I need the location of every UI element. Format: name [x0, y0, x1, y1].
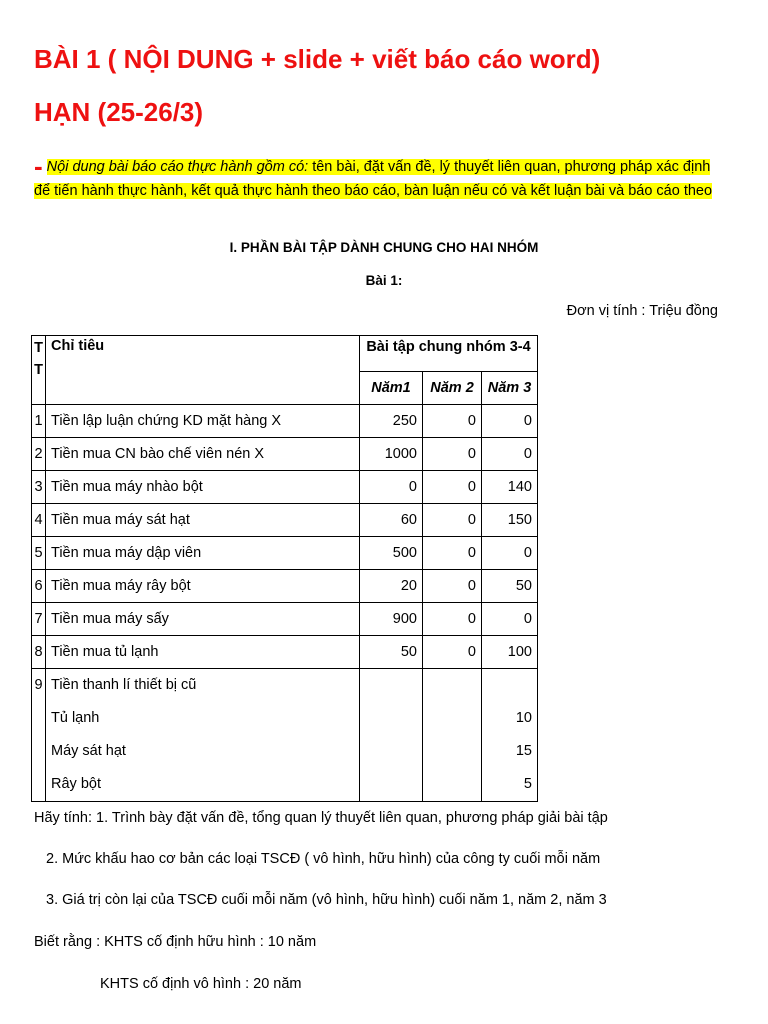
table-row — [32, 438, 538, 471]
header-year3: Năm 3 — [482, 372, 538, 405]
task-3: 3. Giá trị còn lại của TSCĐ cuối mỗi năm (vô hình, hữu hình) cuối năm 1, năm 2, năm 3 — [46, 892, 607, 908]
row-tt: 6 — [32, 570, 46, 603]
header-year2: Năm 2 — [423, 372, 482, 405]
row-year1: 0 — [360, 471, 423, 504]
row-year1: 50 — [360, 636, 423, 669]
row-year3: 50 — [482, 570, 538, 603]
row9-y2 — [423, 669, 482, 802]
row-label: Tiền mua máy rây bột — [46, 570, 360, 603]
section-title: I. PHẦN BÀI TẬP DÀNH CHUNG CHO HAI NHÓM — [229, 240, 539, 255]
row-year3: 0 — [482, 537, 538, 570]
row-year2: 0 — [423, 504, 482, 537]
intro-highlight — [34, 159, 712, 199]
row-year3: 150 — [482, 504, 538, 537]
row9-item-1: Tủ lạnh — [51, 710, 100, 726]
row-tt: 7 — [32, 603, 46, 636]
row9-item-2: Máy sát hạt — [51, 743, 126, 759]
row-year2: 0 — [423, 603, 482, 636]
exercise-title: Bài 1: — [365, 273, 403, 288]
row-year2: 0 — [423, 636, 482, 669]
row-year3: 140 — [482, 471, 538, 504]
row-tt: 8 — [32, 636, 46, 669]
row-year2: 0 — [423, 570, 482, 603]
table-row — [32, 570, 538, 603]
table-row — [32, 537, 538, 570]
row-label: Tiền lập luận chứng KD mặt hàng X — [46, 405, 360, 438]
task-1: Hãy tính: 1. Trình bày đặt vấn đề, tổng quan lý thuyết liên quan, phương pháp giải bài tập — [34, 810, 608, 826]
header-tt-line2: T — [34, 362, 43, 378]
row-year2: 0 — [423, 405, 482, 438]
row-year3: 0 — [482, 405, 538, 438]
row9-y3-cell — [482, 669, 538, 802]
row9-y3-2: 15 — [515, 743, 532, 759]
row-year3: 100 — [482, 636, 538, 669]
row-label: Tiền mua máy nhào bột — [46, 471, 360, 504]
row-year2: 0 — [423, 438, 482, 471]
row-tt: 5 — [32, 537, 46, 570]
row-label: Tiền mua máy sát hạt — [46, 504, 360, 537]
data-table — [31, 335, 538, 802]
note-tangible: Biết rằng : KHTS cố định hữu hình : 10 năm — [34, 934, 317, 950]
row-year2: 0 — [423, 537, 482, 570]
row9-item-3: Rây bột — [51, 776, 101, 792]
intro-dash: - — [34, 151, 43, 181]
row-year1: 250 — [360, 405, 423, 438]
row9-label: Tiền thanh lí thiết bị cũ — [51, 677, 197, 693]
row-tt: 4 — [32, 504, 46, 537]
row9-label-cell — [46, 669, 360, 802]
unit-label: Đơn vị tính : Triệu đồng — [566, 303, 718, 319]
task-2: 2. Mức khấu hao cơ bản các loại TSCĐ ( vô hình, hữu hình) của công ty cuối mỗi năm — [46, 851, 601, 867]
heading-line-1: BÀI 1 ( NỘI DUNG + slide + viết báo cáo word) — [34, 44, 601, 74]
intro-italic: Nội dung bài báo cáo thực hành gồm có: — [46, 159, 309, 175]
table-header-row — [32, 336, 538, 372]
row-tt: 3 — [32, 471, 46, 504]
note-intangible: KHTS cố định vô hình : 20 năm — [100, 976, 302, 992]
row-year3: 0 — [482, 603, 538, 636]
table-row — [32, 636, 538, 669]
table-row — [32, 603, 538, 636]
row-label: Tiền mua CN bào chế viên nén X — [46, 438, 360, 471]
row9-y3-3: 5 — [523, 776, 532, 792]
heading-line-2: HẠN (25-26/3) — [34, 97, 204, 127]
table-row — [32, 405, 538, 438]
row-label: Tiền mua máy dập viên — [46, 537, 360, 570]
row-year1: 900 — [360, 603, 423, 636]
header-tt — [32, 336, 46, 405]
header-tt-line1: T — [34, 340, 43, 356]
row-tt: 1 — [32, 405, 46, 438]
row-year1: 1000 — [360, 438, 423, 471]
row-label: Tiền mua máy sấy — [46, 603, 360, 636]
row9-y1 — [360, 669, 423, 802]
header-group: Bài tập chung nhóm 3-4 — [360, 336, 538, 372]
intro-paragraph — [34, 151, 724, 203]
row-year2: 0 — [423, 471, 482, 504]
row9-tt: 9 — [32, 669, 46, 802]
table-row — [32, 504, 538, 537]
row-year1: 20 — [360, 570, 423, 603]
header-criteria: Chỉ tiêu — [46, 336, 360, 405]
header-year1: Năm1 — [360, 372, 423, 405]
row-tt: 2 — [32, 438, 46, 471]
table-row-disposal — [32, 669, 538, 802]
intro-rest: tên bài, đặt vấn đề, lý thuyết liên quan, phương pháp xác định để tiến hành thực hành, kết quả thực hành theo báo cáo, bàn luận nếu có và kết luận bài và báo cáo theo — [34, 159, 713, 199]
row-year3: 0 — [482, 438, 538, 471]
row-year1: 60 — [360, 504, 423, 537]
row-label: Tiền mua tủ lạnh — [46, 636, 360, 669]
row9-y3-1: 10 — [515, 710, 532, 726]
table-row — [32, 471, 538, 504]
row-year1: 500 — [360, 537, 423, 570]
